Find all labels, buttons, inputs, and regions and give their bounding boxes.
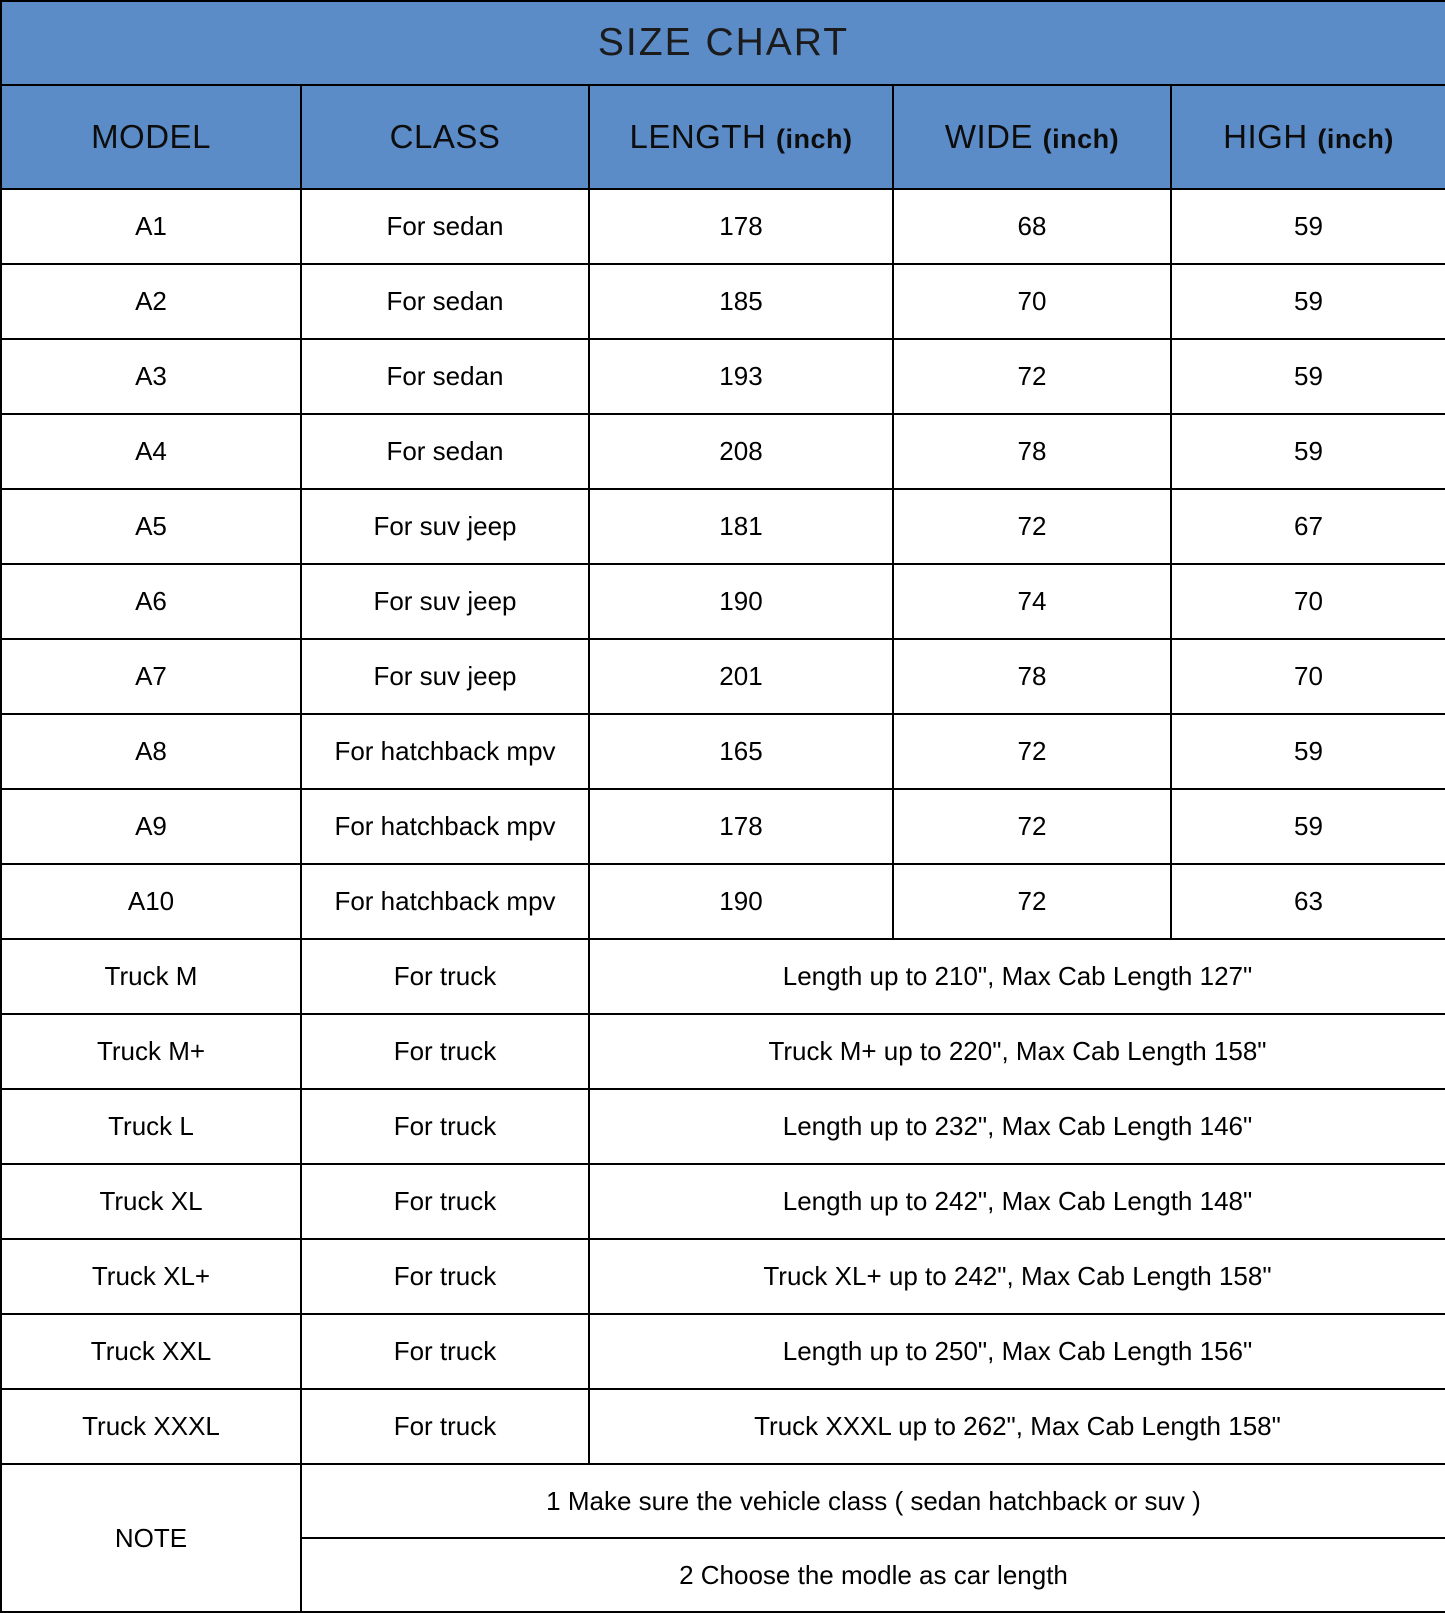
cell-wide: 72 [893,789,1171,864]
cell-class: For truck [301,1389,589,1464]
cell-wide: 70 [893,264,1171,339]
cell-model: A10 [1,864,301,939]
cell-class: For sedan [301,189,589,264]
cell-high: 59 [1171,339,1445,414]
cell-class: For truck [301,1314,589,1389]
table-row-truck [1,1089,1445,1164]
header-row [1,85,1445,189]
table-row [1,489,1445,564]
column-header-class: CLASS [301,85,589,189]
cell-class: For truck [301,1164,589,1239]
note-line-1: 1 Make sure the vehicle class ( sedan hatchback or suv ) [301,1464,1445,1538]
table-row [1,264,1445,339]
cell-model: A9 [1,789,301,864]
cell-model: Truck XL [1,1164,301,1239]
cell-wide: 68 [893,189,1171,264]
cell-wide: 78 [893,414,1171,489]
cell-high: 70 [1171,639,1445,714]
cell-model: A6 [1,564,301,639]
cell-model: A3 [1,339,301,414]
cell-class: For suv jeep [301,489,589,564]
note-row-first [1,1464,1445,1538]
table-row-truck [1,1389,1445,1464]
column-header-wide [893,85,1171,189]
cell-wide: 72 [893,714,1171,789]
cell-model: Truck XL+ [1,1239,301,1314]
cell-length: 201 [589,639,893,714]
table-row [1,189,1445,264]
cell-high: 59 [1171,264,1445,339]
cell-length: 190 [589,564,893,639]
cell-model: A8 [1,714,301,789]
cell-class: For hatchback mpv [301,714,589,789]
table-row [1,639,1445,714]
cell-class: For suv jeep [301,564,589,639]
column-header-length [589,85,893,189]
table-row-truck [1,1314,1445,1389]
cell-model: Truck L [1,1089,301,1164]
cell-length: 185 [589,264,893,339]
cell-truck-spec: Length up to 232", Max Cab Length 146" [589,1089,1445,1164]
cell-wide: 72 [893,339,1171,414]
cell-class: For hatchback mpv [301,864,589,939]
table-row-truck [1,1164,1445,1239]
column-header-length-label: LENGTH [629,118,767,155]
cell-high: 59 [1171,789,1445,864]
cell-length: 178 [589,789,893,864]
cell-length: 178 [589,189,893,264]
cell-length: 193 [589,339,893,414]
cell-wide: 72 [893,489,1171,564]
note-label: NOTE [1,1464,301,1612]
cell-high: 70 [1171,564,1445,639]
cell-class: For truck [301,939,589,1014]
cell-high: 67 [1171,489,1445,564]
column-header-wide-label: WIDE [944,118,1033,155]
cell-class: For hatchback mpv [301,789,589,864]
cell-length: 208 [589,414,893,489]
cell-length: 181 [589,489,893,564]
cell-truck-spec: Length up to 250", Max Cab Length 156" [589,1314,1445,1389]
cell-model: A5 [1,489,301,564]
cell-class: For sedan [301,264,589,339]
cell-wide: 74 [893,564,1171,639]
title-row [1,1,1445,85]
cell-truck-spec: Length up to 242", Max Cab Length 148" [589,1164,1445,1239]
chart-title: SIZE CHART [1,1,1445,85]
note-line-2: 2 Choose the modle as car length [301,1538,1445,1612]
cell-class: For suv jeep [301,639,589,714]
table-row [1,564,1445,639]
cell-model: A1 [1,189,301,264]
cell-model: Truck XXL [1,1314,301,1389]
cell-class: For truck [301,1239,589,1314]
table-row [1,864,1445,939]
table-row [1,714,1445,789]
cell-model: Truck M [1,939,301,1014]
cell-class: For truck [301,1089,589,1164]
column-header-length-unit: (inch) [776,124,853,154]
cell-high: 63 [1171,864,1445,939]
column-header-high [1171,85,1445,189]
column-header-high-unit: (inch) [1317,124,1394,154]
cell-model: Truck XXXL [1,1389,301,1464]
cell-truck-spec: Truck XXXL up to 262", Max Cab Length 158" [589,1389,1445,1464]
table-row-truck [1,1014,1445,1089]
column-header-wide-unit: (inch) [1042,124,1120,154]
table-row [1,414,1445,489]
cell-class: For sedan [301,339,589,414]
cell-model: Truck M+ [1,1014,301,1089]
column-header-model: MODEL [1,85,301,189]
cell-high: 59 [1171,189,1445,264]
cell-wide: 72 [893,864,1171,939]
table-row [1,339,1445,414]
cell-length: 190 [589,864,893,939]
cell-truck-spec: Length up to 210", Max Cab Length 127" [589,939,1445,1014]
cell-class: For sedan [301,414,589,489]
table-row-truck [1,1239,1445,1314]
cell-class: For truck [301,1014,589,1089]
cell-truck-spec: Truck XL+ up to 242", Max Cab Length 158" [589,1239,1445,1314]
cell-model: A4 [1,414,301,489]
cell-model: A7 [1,639,301,714]
table-row [1,789,1445,864]
cell-model: A2 [1,264,301,339]
column-header-high-label: HIGH [1223,118,1308,155]
table-row-truck [1,939,1445,1014]
cell-high: 59 [1171,714,1445,789]
cell-high: 59 [1171,414,1445,489]
cell-wide: 78 [893,639,1171,714]
cell-length: 165 [589,714,893,789]
cell-truck-spec: Truck M+ up to 220", Max Cab Length 158" [589,1014,1445,1089]
